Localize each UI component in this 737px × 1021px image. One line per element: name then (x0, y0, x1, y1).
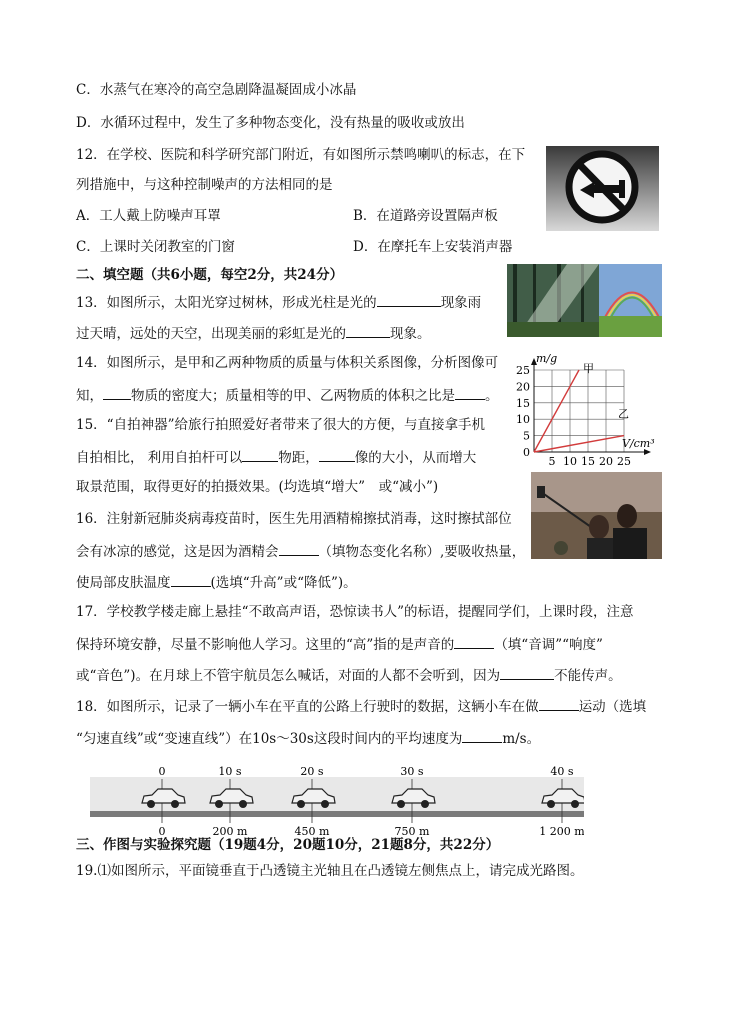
q15-line-1: 15．“自拍神器”给旅行拍照爱好者带来了很大的方便，与直接拿手机 (76, 417, 485, 433)
q19-text: 19.⑴如图所示，平面镜垂直于凸透镜主光轴且在凸透镜左侧焦点上，请完成光路图。 (76, 863, 584, 879)
graph-grid (534, 370, 624, 452)
q15-line-2 (76, 447, 476, 467)
no-honking-sign-image (546, 146, 659, 231)
distance-label: 200 m (212, 825, 248, 837)
car-wheel (297, 800, 305, 808)
car-wheel (397, 800, 405, 808)
q15-line-3: 取景范围，取得更好的拍摄效果。(均选填“增大” 或“减小”) (76, 479, 439, 495)
q12-option-c: C．上课时关闭教室的门窗 (76, 239, 235, 255)
time-label: 20 s (300, 765, 324, 778)
answer-blank (455, 385, 485, 400)
distance-label: 450 m (294, 825, 330, 837)
q14-text-a: 知， (76, 388, 103, 404)
q17-text-b: （填“音调”“响度” (494, 637, 603, 653)
q16-text-a: 会有冰凉的感觉，这是因为酒精会 (76, 544, 279, 560)
car-wheel (215, 800, 223, 808)
time-label: 10 s (218, 765, 242, 778)
x-axis-label: V/cm³ (622, 437, 655, 450)
answer-blank (103, 385, 131, 400)
time-label: 0 (158, 765, 166, 778)
q12-option-b: B．在道路旁设置隔声板 (353, 208, 498, 224)
q13-text-b: 现象雨 (440, 295, 482, 311)
q14-text-b: 物质的密度大；质量相等的甲、乙两物质的体积之比是 (131, 388, 455, 404)
q14-line-1: 14．如图所示，是甲和乙两种物质的质量与体积关系图像，分析图像可 (76, 355, 499, 371)
mass-volume-graph (510, 352, 662, 470)
q18-text-a: 18．如图所示，记录了一辆小车在平直的公路上行驶时的数据，这辆小车在做 (76, 699, 539, 715)
q17-line-3 (76, 665, 622, 685)
q17-line-2 (76, 634, 603, 654)
section-3-title: 三、作图与实验探究题（19题4分，20题10分，21题8分，共22分） (76, 837, 500, 853)
car-wheel (147, 800, 155, 808)
car-motion-diagram (90, 765, 584, 837)
q12-text-1: 12．在学校、医院和科学研究部门附近，有如图所示禁鸣喇叭的标志，在下 (76, 147, 526, 163)
q17-text-c: 或“音色”)。在月球上不管宇航员怎么喊话，对面的人都不会听到，因为 (76, 668, 501, 684)
q13-line-1 (76, 292, 481, 312)
answer-blank (279, 541, 319, 556)
y-tick-label: 20 (516, 380, 530, 394)
mass-volume-graph-svg (510, 352, 662, 470)
car-wheel (421, 800, 429, 808)
q17-line-1: 17．学校教学楼走廊上悬挂“不敢高声语，恐惊读书人”的标语，提醒同学们，上课时段，注意 (76, 604, 634, 620)
q15-text-a: 自拍相比， 利用自拍杆可以 (76, 450, 243, 466)
q12-option-a: A．工人戴上防噪声耳罩 (76, 208, 221, 224)
q12-option-d: D．在摩托车上安装消声器 (353, 239, 513, 255)
x-tick-label: 20 (599, 455, 613, 468)
q13-text-a: 13．如图所示，太阳光穿过树林，形成光柱是光的 (76, 295, 377, 311)
x-tick-label: 25 (617, 455, 631, 468)
q13-text-d: 现象。 (390, 326, 431, 342)
q16-text-c: 使局部皮肤温度 (76, 575, 171, 591)
q13-text-c: 过天晴，远处的天空，出现美丽的彩虹是光的 (76, 326, 346, 342)
q15-text-b: 物距， (278, 450, 319, 466)
y-axis-label: m/g (536, 352, 558, 365)
series-jia-line (534, 370, 579, 452)
q15-text-c: 像的大小，从而增大 (354, 450, 477, 466)
q18-text-c: “匀速直线”或“变速直线”）在10s～30s这段时间内的平均速度为 (76, 731, 463, 747)
q16-text-b: （填物态变化名称）,要吸收热量， (318, 544, 526, 560)
answer-blank (454, 634, 494, 649)
distance-label: 750 m (394, 825, 430, 837)
y-tick-label: 15 (516, 396, 530, 410)
section-2-title: 二、填空题（共6小题，每空2分，共24分） (76, 267, 344, 283)
series-yi-line (534, 436, 624, 452)
answer-blank (171, 572, 211, 587)
q16-line-3 (76, 572, 357, 592)
option-c-line: C．水蒸气在寒冷的高空急剧降温凝固成小冰晶 (76, 82, 357, 98)
car-wheel (171, 800, 179, 808)
q18-line-1 (76, 696, 646, 716)
q17-text-d: 不能传声。 (554, 668, 622, 684)
answer-blank (346, 323, 390, 338)
series-jia-label: 甲 (583, 362, 594, 375)
q17-text-a: 保持环境安静，尽量不影响他人学习。这里的“高”指的是声音的 (76, 637, 455, 653)
q14-line-2 (76, 385, 499, 405)
q16-line-2 (76, 541, 525, 561)
car-wheel (239, 800, 247, 808)
q18-line-2 (76, 728, 540, 748)
q12-text-2: 列措施中，与这种控制噪声的方法相同的是 (76, 177, 333, 193)
car-wheel (547, 800, 555, 808)
q16-line-1: 16．注射新冠肺炎病毒疫苗时，医生先用酒精棉擦拭消毒，这时擦拭部位 (76, 511, 512, 527)
q13-line-2 (76, 323, 431, 343)
answer-blank (242, 447, 278, 462)
q18-text-d: m/s。 (502, 731, 541, 747)
q14-text-c: 。 (485, 388, 499, 404)
q18-text-b: 运动（选填 (578, 699, 647, 715)
y-tick-label: 0 (523, 446, 530, 459)
forest-rainbow-photo (507, 264, 662, 337)
option-d-line: D．水循环过程中，发生了多种物态变化，没有热量的吸收或放出 (76, 115, 465, 131)
time-label: 40 s (550, 765, 574, 778)
graph-series (534, 362, 629, 452)
y-tick-label: 25 (516, 364, 530, 377)
distance-label: 0 (158, 825, 166, 837)
x-tick-label: 15 (581, 455, 595, 468)
distance-label: 1 200 m (539, 825, 584, 837)
answer-blank (377, 292, 441, 307)
answer-blank (319, 447, 355, 462)
answer-blank (462, 728, 502, 743)
x-tick-label: 10 (563, 455, 577, 468)
q16-text-d: (选填“升高”或“降低”)。 (210, 575, 357, 591)
y-tick-label: 10 (516, 413, 530, 427)
answer-blank (539, 696, 579, 711)
answer-blank (500, 665, 554, 680)
x-tick-label: 5 (548, 455, 556, 468)
car-wheel (571, 800, 579, 808)
time-label: 30 s (400, 765, 424, 778)
car-wheel (321, 800, 329, 808)
series-yi-label: 乙 (618, 407, 629, 421)
selfie-stick-photo (531, 472, 662, 559)
y-tick-label: 5 (523, 429, 530, 443)
